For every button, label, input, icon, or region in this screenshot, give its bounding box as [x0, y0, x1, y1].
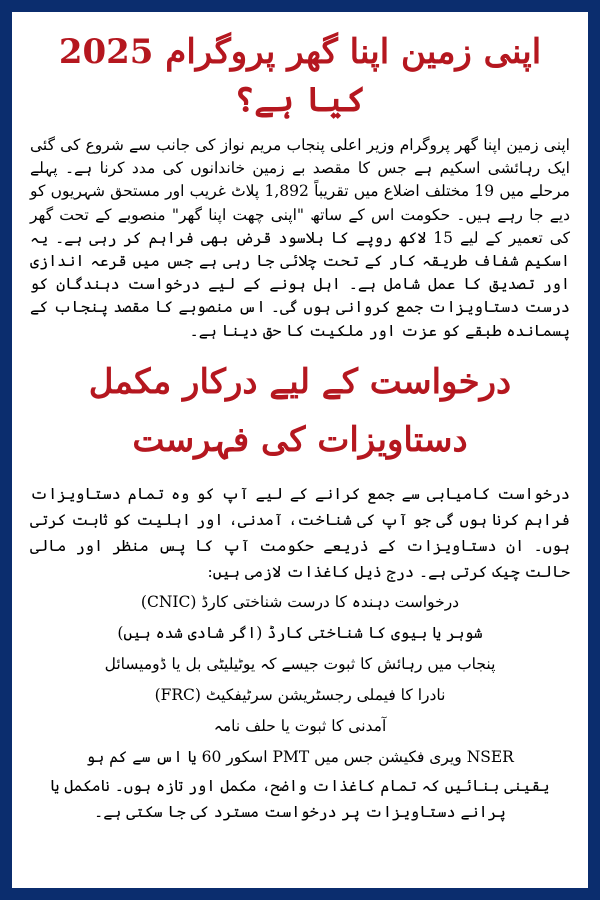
documents-intro-paragraph: درخواست کامیابی سے جمع کرانے کے لیے آپ کو وہ تمام دستاویزات فراہم کرنا ہوں گی جو آپ کی شناخت، آمدنی، اور اہلیت کو ثابت کرتی ہوں۔ ان دستاویزات کے ذریعے حکومت آپ کا پس منظر اور مالی حالت چیک کرتی ہے۔ درج ذیل کاغذات لازمی ہیں: [30, 484, 570, 581]
document-item: نادرا کا فیملی رجسٹریشن سرٹیفکیٹ (FRC) [154, 685, 446, 704]
intro-paragraph: اپنی زمین اپنا گھر پروگرام وزیر اعلی پنجاب مریم نواز کی جانب سے شروع کی گئی ایک رہائشی اسکیم ہے جس کا مقصد بے زمین خاندانوں کی مدد کرنا ہے۔ پہلے مرحلے میں 19 مختلف اضلاع میں تقریباً 1,892 پلاٹ غریب اور مستحق شہریوں کو دیے جا رہے ہیں۔ حکومت اس کے ساتھ "اپنی چھت اپنا گھر" منصوبے کے تحت گھر کی تعمیر کے لیے 15 لاکھ روپے کا بلاسود قرض بھی فراہم کر رہی ہے۔ یہ اسکیم شفاف طریقہ کار کے تحت چلائی جا رہی ہے جس میں قرعہ اندازی اور تصدیق کا عمل شامل ہے۔ اہل ہونے کے لیے درخواست دہندگان کو درست دستاویزات جمع کروانی ہوں گی۔ اس منصوبے کا مقصد پنجاب کے پسماندہ طبقے کو عزت اور ملکیت کا حق دینا ہے۔ [30, 136, 570, 340]
documents-list [30, 587, 570, 773]
document-item: NSER ویری فکیشن جس میں PMT اسکور 60 یا اس سے کم ہو [86, 747, 514, 766]
document-item: آمدنی کا ثبوت یا حلف نامہ [213, 716, 387, 735]
closing-note: یقینی بنائیں کہ تمام کاغذات واضح، مکمل اور تازہ ہوں۔ نامکمل یا پرانے دستاویزات پر درخواست مسترد کی جا سکتی ہے۔ [50, 776, 550, 821]
document-item: درخواست دہندہ کا درست شناختی کارڈ (CNIC) [140, 592, 460, 611]
document-item: شوہر یا بیوی کا شناختی کارڈ (اگر شادی شدہ ہیں) [117, 623, 483, 642]
document-item: پنجاب میں رہائش کا ثبوت جیسے کہ یوٹیلیٹی بل یا ڈومیسائل [104, 654, 496, 673]
article-card [12, 12, 588, 888]
documents-section-heading: درخواست کے لیے درکار مکمل دستاویزات کی فہرست [88, 361, 512, 460]
article-title: اپنی زمین اپنا گھر پروگرام 2025 کیا ہے؟ [58, 32, 542, 120]
